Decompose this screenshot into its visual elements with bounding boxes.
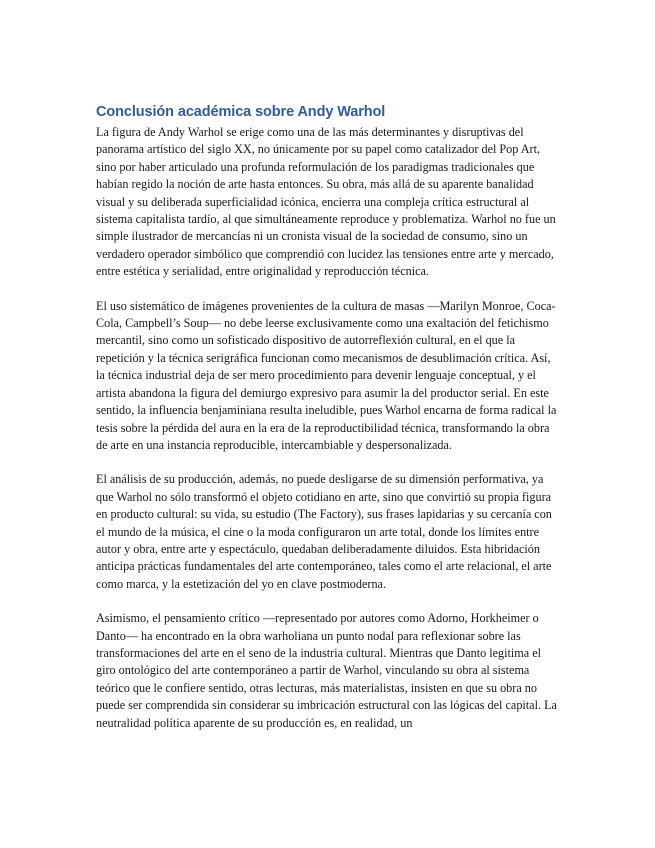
paragraph-2: El uso sistemático de imágenes provenientes de la cultura de masas —Marilyn Monroe, Coca-Cola, Campbell’s Soup— no debe leerse exclusivamente como una exaltación del fetichismo mercantil, sino como un sofisticado dispositivo de autorreflexión cultural, en el que la repetición y la técnica serigráfica funcionan como mecanismos de desublimación crítica. Así, la técnica industrial deja de ser mero procedimiento para devenir lenguaje conceptual, y el artista abandona la figura del demiurgo expresivo para asumir la del productor serial. En este sentido, la influencia benjaminiana resulta ineludible, pues Warhol encarna de forma radical la tesis sobre la pérdida del aura en la era de la reproductibilidad técnica, transformando la obra de arte en una instancia reproducible, intercambiable y despersonalizada.	[96, 298, 557, 452]
document-body	[96, 103, 560, 749]
paragraph-4: Asimismo, el pensamiento crítico —representado por autores como Adorno, Horkheimer o Danto— ha encontrado en la obra warholiana un punto nodal para reflexionar sobre las transformaciones del arte en el seno de la industria cultural. Mientras que Danto legitima el giro ontológico del arte contemporáneo a partir de Warhol, vinculando su obra al sistema teórico que le confiere sentido, otras lecturas, más materialistas, insisten en que su obra no puede ser comprendida sin considerar su imbricación estructural con las lógicas del capital. La neutralidad política aparente de su producción es, en realidad, un	[96, 611, 557, 730]
paragraph-3: El análisis de su producción, además, no puede desligarse de su dimensión performativa, ya que Warhol no sólo transformó el objeto cotidiano en arte, sino que convirtió su propia figura en producto cultural: su vida, su estudio (The Factory), sus frases lapidarias y su cercanía con el mundo de la música, el cine o la moda configuraron un arte total, donde los límites entre autor y obra, entre arte y espectáculo, quedaban deliberadamente diluidos. Esta hibridación anticipa prácticas fundamentales del arte contemporáneo, tales como el arte relacional, el arte como marca, y la estetización del yo en clave postmoderna.	[96, 472, 552, 591]
document-title: Conclusión académica sobre Andy Warhol	[96, 104, 386, 120]
paragraph-1: La figura de Andy Warhol se erige como una de las más determinantes y disruptivas del panorama artístico del siglo XX, no únicamente por su papel como catalizador del Pop Art, sino por haber articulado una profunda reformulación de los paradigmas tradicionales que habían regido la noción de arte hasta entonces. Su obra, más allá de su aparente banalidad visual y su deliberada superficialidad icónica, encierra una compleja crítica estructural al sistema capitalista tardío, al que simultáneamente reproduce y problematiza. Warhol no fue un simple ilustrador de mercancías ni un cronista visual de la sociedad de consumo, sino un verdadero operador simbólico que comprendió con lucidez las tensiones entre arte y mercado, entre estética y serialidad, entre originalidad y reproducción técnica.	[96, 125, 556, 279]
